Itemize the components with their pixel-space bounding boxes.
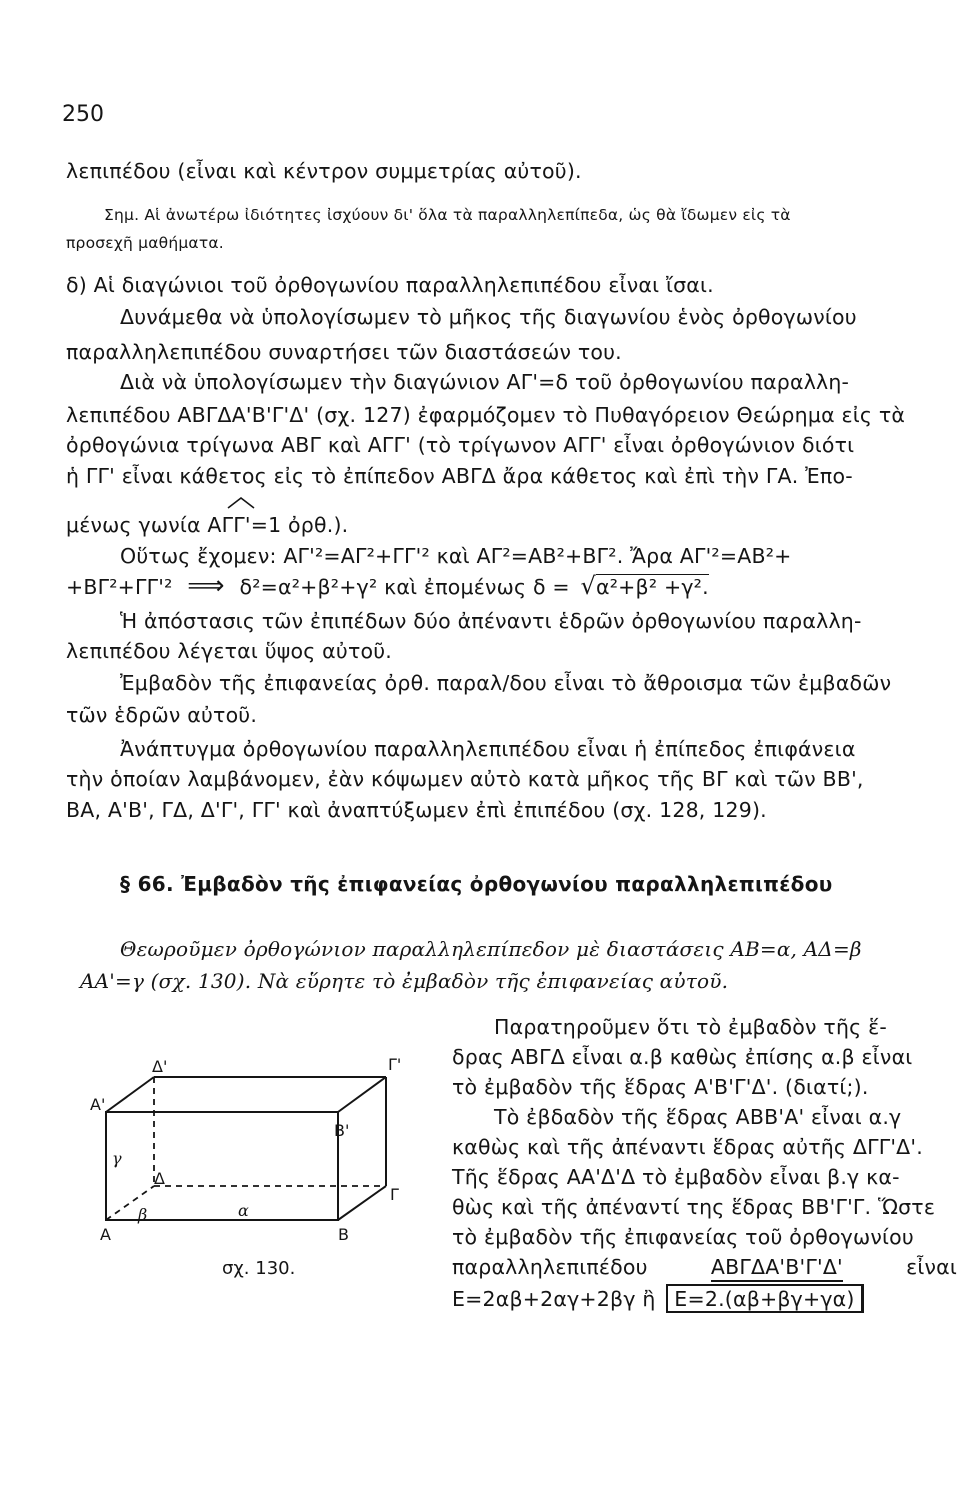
equation-part: +ΒΓ²+ΓΓ'²: [66, 575, 173, 599]
text-line: τὸ ἐμβαδὸν τῆς ἕδρας Α'Β'Γ'Δ'. (διατί;).: [452, 1075, 869, 1099]
text-line: λεπιπέδου ΑΒΓΔΑ'Β'Γ'Δ' (σχ. 127) ἐφαρμόζομεν τὸ Πυθαγόρειον Θεώρημα εἰς τὰ: [66, 403, 906, 427]
sqrt-sign: √: [580, 572, 597, 600]
text-line: δρας ΑΒΓΔ εἶναι α.β καθὼς ἐπίσης α.β εἶναι: [452, 1045, 913, 1069]
equation-line: [66, 573, 709, 600]
text-line: καθὼς καὶ τῆς ἀπέναντι ἕδρας αὐτῆς ΔΓΓ'Δ'.: [452, 1135, 923, 1159]
text-line: τῶν ἑδρῶν αὐτοῦ.: [66, 703, 258, 727]
text-line: τὸ ἐμβαδὸν τῆς ἐπιφανείας τοῦ ὀρθογωνίου: [452, 1225, 914, 1249]
text-line: παραλληλεπιπέδου συναρτήσει τῶν διαστάσεών του.: [66, 340, 622, 364]
figure-caption: σχ. 130.: [222, 1258, 296, 1279]
text-line: θὼς καὶ τῆς ἀπέναντί της ἕδρας ΒΒ'Γ'Γ. Ὥστε: [452, 1195, 936, 1219]
edge: [338, 1077, 386, 1112]
text-line: μένως γωνία ΑΓΓ'=1 ὀρθ.).: [66, 513, 349, 537]
formula-line: [452, 1286, 864, 1312]
note-line: Σημ. Αἱ ἀνωτέρω ἰδιότητες ἰσχύουν δι' ὅλα τὰ παραλληλεπίπεδα, ὡς θὰ ἴδωμεν εἰς τὰ: [104, 206, 791, 224]
equation-line: Οὕτως ἔχομεν: ΑΓ'²=ΑΓ²+ΓΓ'² καὶ ΑΓ²=ΑΒ²+ΒΓ². Ἄρα ΑΓ'²=ΑΒ²+: [120, 544, 792, 568]
edge: [338, 1186, 386, 1220]
formula-expanded: Ε=2αβ+2αγ+2βγ ἢ: [452, 1287, 656, 1311]
angle-hat-mark: [226, 496, 256, 510]
problem-line: Θεωροῦμεν ὀρθογώνιον παραλληλεπίπεδον μὲ διαστάσεις ΑΒ=α, ΑΔ=β: [120, 937, 862, 961]
equation-part: δ²=α²+β²+γ² καὶ ἐπομένως δ =: [239, 575, 570, 599]
text-line: Ἀνάπτυγμα ὀρθογωνίου παραλληλεπιπέδου εἶναι ἡ ἐπίπεδος ἐπιφάνεια: [120, 737, 856, 761]
section-heading: § 66. Ἐμβαδὸν τῆς ἐπιφανείας ὀρθογωνίου παραλληλεπιπέδου: [120, 872, 833, 896]
text-line: Παρατηροῦμεν ὅτι τὸ ἐμβαδὸν τῆς ἕ-: [494, 1015, 887, 1039]
text-part: εἶναι: [906, 1255, 957, 1279]
problem-line: ΑΑ'=γ (σχ. 130). Νὰ εὕρητε τὸ ἐμβαδὸν τῆς ἐπιφανείας αὐτοῦ.: [80, 969, 729, 993]
implies-arrow: ⟹: [187, 571, 225, 601]
vertex-label: Γ': [388, 1055, 402, 1074]
vertex-label: Β: [338, 1225, 349, 1242]
parallelepiped-figure: [88, 1052, 418, 1242]
vertex-label: Δ': [152, 1057, 168, 1076]
text-part: ΑΒΓΔΑ'Β'Γ'Δ': [711, 1254, 843, 1282]
text-line: ὀρθογώνια τρίγωνα ΑΒΓ καὶ ΑΓΓ' (τὸ τρίγωνον ΑΓΓ' εἶναι ὀρθογώνιον διότι: [66, 433, 855, 457]
formula-boxed: Ε=2.(αβ+βγ+γα): [666, 1284, 863, 1313]
text-line: [452, 1254, 957, 1282]
text-line: λεπιπέδου (εἶναι καὶ κέντρον συμμετρίας αὐτοῦ).: [66, 159, 582, 183]
vertex-label: Γ: [390, 1185, 399, 1204]
text-line: Ἡ ἀπόστασις τῶν ἐπιπέδων δύο ἀπέναντι ἑδρῶν ὀρθογωνίου παραλλη-: [120, 609, 862, 633]
text-line: Τῆς ἕδρας ΑΑ'Δ'Δ τὸ ἐμβαδὸν εἶναι β.γ κα-: [452, 1165, 900, 1189]
text-line: Διὰ νὰ ὑπολογίσωμεν τὴν διαγώνιον ΑΓ'=δ τοῦ ὀρθογωνίου παραλλη-: [120, 370, 850, 394]
text-part: παραλληλεπιπέδου: [452, 1255, 648, 1279]
edge: [106, 1077, 154, 1112]
vertex-label: Α: [100, 1225, 111, 1242]
page-number: 250: [62, 102, 104, 127]
text-line: ἡ ΓΓ' εἶναι κάθετος εἰς τὸ ἐπίπεδον ΑΒΓΔ ἄρα κάθετος καὶ ἐπὶ τὴν ΓΑ. Ἐπο-: [66, 464, 853, 488]
text-line: ΒΑ, Α'Β', ΓΔ, Δ'Γ', ΓΓ' καὶ ἀναπτύξωμεν ἐπὶ ἐπιπέδου (σχ. 128, 129).: [66, 798, 767, 822]
sqrt-radicand: α²+β² +γ².: [596, 575, 709, 599]
vertex-label: Α': [90, 1095, 106, 1114]
text-line: λεπιπέδου λέγεται ὕψος αὐτοῦ.: [66, 639, 393, 663]
note-line: προσεχῆ μαθήματα.: [66, 234, 224, 252]
vertex-label: Δ: [154, 1169, 165, 1188]
text-line: Ἐμβαδὸν τῆς ἐπιφανείας ὀρθ. παραλ/δου εἶναι τὸ ἄθροισμα τῶν ἐμβαδῶν: [120, 671, 892, 695]
vertex-label: Β': [334, 1121, 350, 1140]
front-face: [106, 1112, 338, 1220]
text-line: Τὸ ἐβδαδὸν τῆς ἕδρας ΑΒΒ'Α' εἶναι α.γ: [494, 1105, 902, 1129]
text-line: τὴν ὁποίαν λαμβάνομεν, ἐὰν κόψωμεν αὐτὸ κατὰ μῆκος τῆς ΒΓ καὶ τῶν ΒΒ',: [66, 767, 864, 791]
text-line: Δυνάμεθα νὰ ὑπολογίσωμεν τὸ μῆκος τῆς διαγωνίου ἑνὸς ὀρθογωνίου: [120, 305, 857, 329]
dimension-label: γ: [112, 1149, 122, 1168]
dimension-label: β: [138, 1205, 148, 1224]
dimension-label: α: [238, 1201, 249, 1220]
text-line: δ) Αἱ διαγώνιοι τοῦ ὀρθογωνίου παραλληλεπιπέδου εἶναι ἴσαι.: [66, 273, 714, 297]
